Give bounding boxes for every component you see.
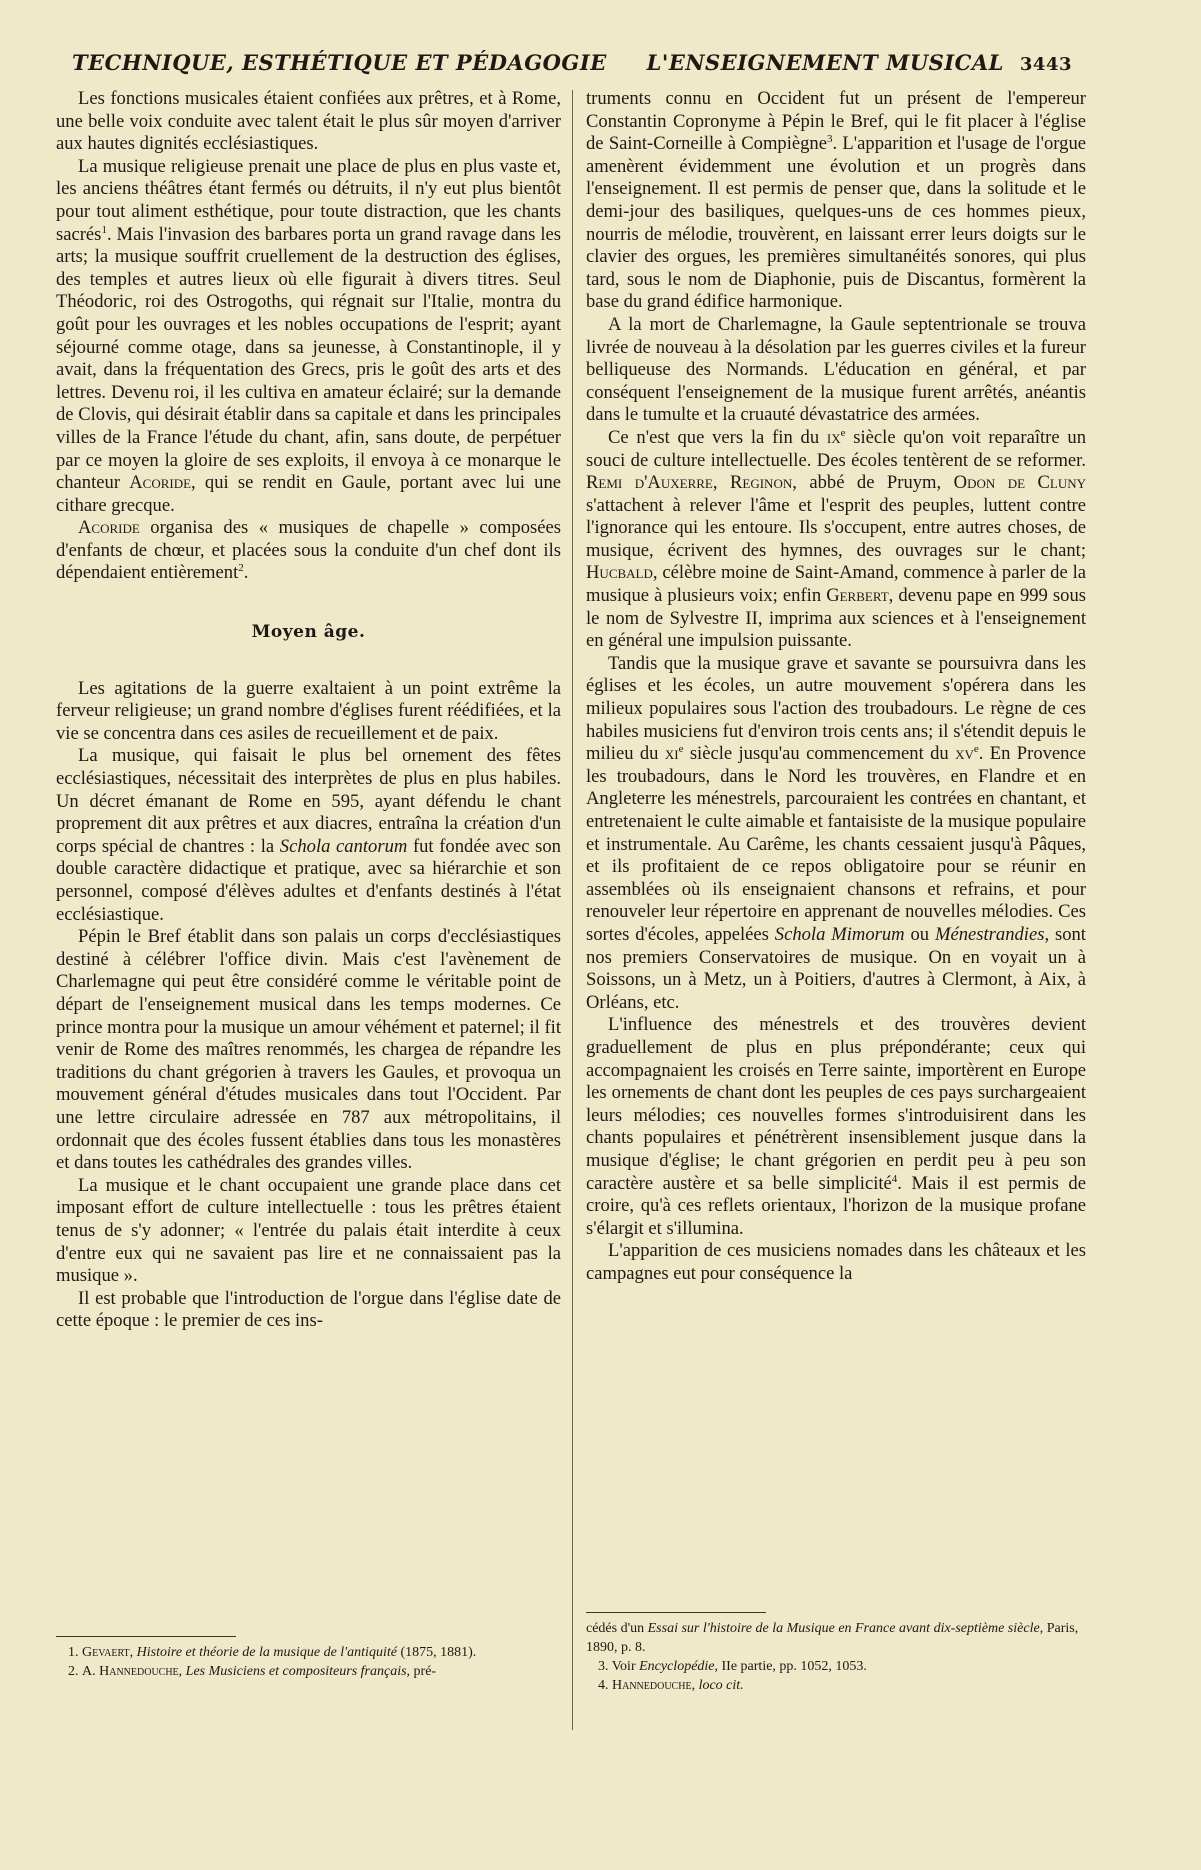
left-footnotes	[56, 1636, 561, 1681]
footnote-ref[interactable]: 2	[238, 562, 244, 575]
header-left-title: TECHNIQUE, ESTHÉTIQUE ET PÉDAGOGIE	[72, 50, 607, 75]
column-divider	[572, 90, 573, 1730]
paragraph: A la mort de Charlemagne, la Gaule septentrionale se trouva livrée de nouveau à la désolation par les guerres civiles et la fureur belliqueuse des Normands. L'éducation en général, et par conséquent l'enseignement de la musique furent arrêtés, anéantis dans le tumulte et la cruauté dévastatrice des armées.	[586, 313, 1086, 426]
person-name: Remi d'Auxerre	[586, 472, 713, 494]
footnote-ref[interactable]: 3	[827, 133, 833, 145]
right-footnotes	[586, 1612, 1086, 1695]
paragraph: La musique, qui faisait le plus bel ornement des fêtes ecclésiastiques, nécessitait des interprètes de plus en plus habiles. Un décret émanant de Rome en 595, ayant défendu le chant proprement dit aux prêtres et aux diacres, entraîna la création d'un corps spécial de chantres : la Schola cantorum fut fondée avec son double caractère didactique et pratique, avec sa hiérarchie et son personnel, composé d'élèves adultes et d'enfants destinés à l'état ecclésiastique.	[56, 745, 561, 925]
footnote-rule	[586, 1612, 766, 1613]
paragraph: L'influence des ménestrels et des trouvères devient graduellement de plus en plus prépondérante; ceux qui accompagnaient les croisés en Terre sainte, importèrent en Europe les ornements de chant dont les peuples de ces pays surchargeaient leurs mélodies; ces nouvelles formes s'introduisirent dans les chants populaires et pénétrèrent insensiblement jusque dans la musique d'église; le chant grégorien en perdit peu à peu son caractère austère et sa belle simplicité$^4$. Mais il est permis de croire, qu'à ces reflets orientaux, l'horizon de la musique profane s'élargit et s'illumina.	[586, 1014, 1086, 1239]
paragraph: Tandis que la musique grave et savante se poursuivra dans les églises et les écoles, un autre mouvement s'opérera dans les milieux populaires sous l'action des troubadours. Le règne de ces habiles musiciens fut d'environ trois cents ans; il s'étendit depuis le milieu du $xi^e$ siècle jusqu'au commencement du $xv^e$. En Provence les troubadours, dans le Nord les trouvères, en Flandre et en Angleterre les ménestrels, parcouraient les contrées en chantant, et entretenaient le culte aimable et fantaisiste de la musique populaire et instrumentale. Au Carême, les chants cessaient jusqu'à Pâques, et ils profitaient de ce repos obligatoire pour se réunir en assemblées où ils enseignaient chansons et refrains, et pour renouveler leur répertoire en apprenant de nouvelles mélodies. Ces sortes d'écoles, appelées Schola Mimorum ou Ménestrandies, sont nos premiers Conservatoires de musique. On en voyait un à Soissons, un à Metz, un à Poitiers, d'autres à Clermont, à Aix, à Orléans, etc.	[586, 652, 1086, 1013]
paragraph: truments connu en Occident fut un présent de l'empereur Constantin Copronyme à Pépin le Bref, qui le fit placer à l'église de Saint-Corneille à Compiègne$^3$. L'apparition et l'usage de l'orgue amenèrent évidemment une évolution et un progrès dans l'enseignement. Il est permis de penser que, dans la solitude et le demi-jour des basiliques, quelques-uns de ces hommes pieux, nourris de mélodie, trouvèrent, en laissant errer leurs doigts sur le clavier des orgues, les premières simultanéités sonores, qui plus tard, sous le nom de Diaphonie, puis de Discantus, formèrent la base du grand édifice harmonique.	[586, 88, 1087, 313]
person-name: Acoride	[129, 472, 192, 494]
person-name: Acoride	[78, 517, 140, 539]
footnote-rule	[56, 1636, 236, 1637]
footnote-3: 3. Voir Encyclopédie, IIe partie, pp. 1052, 1053.	[598, 1659, 867, 1674]
header-right	[647, 50, 1072, 75]
footnote-4: 4. Hannedouche, loco cit.	[598, 1678, 744, 1693]
footnote-ref[interactable]: 1	[101, 223, 107, 236]
right-column	[586, 88, 1086, 1285]
paragraph: La musique religieuse prenait une place de plus en plus vaste et, les anciens théâtres étant fermés ou détruits, il n'y eut plus bientôt pour tout aliment esthétique, pour toute distraction, que les chants sacrés$^1$. Mais l'invasion des barbares porta un grand ravage dans les arts; la musique souffrit cruellement de la destruction des églises, des temples et autres lieux où elle figurait à divers titres. Seul Théodoric, roi des Ostrogoths, qui régnait sur l'Italie, montra du goût pour les ouvrages et les nobles occupations de l'esprit; ayant séjourné comme otage, dans sa jeunesse, à Constantinople, il y avait, dans la fréquentation des Grecs, pris le goût des arts et des lettres. Devenu roi, il les cultiva en amateur éclairé; sur la demande de Clovis, qui désirait établir dans sa capitale et dans les principales villes de la France l'étude du chant, afin, sans doute, de perpétuer par ce moyen la gloire de ses exploits, il envoya à ce monarque le chanteur Acoride, qui se rendit en Gaule, portant avec lui une cithare grecque.	[56, 155, 561, 516]
section-heading: Moyen âge.	[251, 622, 366, 643]
paragraph: Acoride organisa des « musiques de chapelle » composées d'enfants de chœur, et placées sous la conduite d'un chef dont ils dépendaient entièrement$^2$.	[56, 517, 561, 584]
paragraph: Ce n'est que vers la fin du $ix^e$ siècle qu'on voit reparaître un souci de culture intellectuelle. Des écoles tentèrent de se reformer. Remi d'Auxerre, Reginon, abbé de Pruym, Odon de Cluny s'attachent à relever l'âme et l'esprit des peuples, luttent contre l'ignorance qui les entoure. Ils s'occupent, entre autres choses, de musique, écrivent des hymnes, des ouvrages sur le chant; Hucbald, célèbre moine de Saint-Amand, commence à parler de la musique à plusieurs voix; enfin Gerbert, devenu pape en 999 sous le nom de Sylvestre II, imprima aux sciences et à l'enseignement en général une impulsion puissante.	[586, 426, 1087, 652]
person-name: Gerbert	[826, 585, 889, 607]
footnote-2-continued: cédés d'un Essai sur l'histoire de la Musique en France avant dix-septième siècle, Paris, 1890, p. 8.	[586, 1621, 1079, 1655]
footnote-ref[interactable]: 4	[891, 1172, 898, 1185]
paragraph: Pépin le Bref établit dans son palais un corps d'ecclésiastiques destiné à célébrer l'office divin. Mais c'est l'avènement de Charlemagne qui peut être considéré comme le véritable point de départ de l'enseignement musical dans les temps modernes. Ce prince montra pour la musique un amour véhément et paternel; il fit venir de Rome des maîtres renommés, les chargea de répandre les traditions du chant grégorien à travers les Gaules, et provoqua un mouvement général d'études musicales dans tout l'Occident. Par une lettre circulaire adressée en 787 aux métropolitains, il ordonnait que des écoles fussent établies dans tous les monastères et dans toutes les cathédrales des grandes villes.	[56, 926, 561, 1174]
paragraph: Les agitations de la guerre exaltaient à un point extrême la ferveur religieuse; un grand nombre d'églises furent réédifiées, et la vie se concentra dans ces asiles de recueillement et de paix.	[56, 677, 561, 744]
footnote-1: 1. Gevaert, Histoire et théorie de la musique de l'antiquité (1875, 1881).	[68, 1645, 477, 1660]
footnote-2: 2. A. Hannedouche, Les Musiciens et compositeurs français, pré-	[68, 1664, 437, 1679]
header-right-title: L'ENSEIGNEMENT MUSICAL	[646, 50, 1004, 75]
paragraph: L'apparition de ces musiciens nomades dans les châteaux et les campagnes eut pour conséquence la	[586, 1240, 1086, 1284]
person-name: Odon de Cluny	[953, 472, 1087, 494]
paragraph: La musique et le chant occupaient une grande place dans cet imposant effort de culture intellectuelle : tous les prêtres étaient tenus de s'y adonner; « l'entrée du palais était interdite à ceux d'entre eux qui ne savaient pas lire et ne connaissaient pas la musique ».	[56, 1174, 561, 1287]
person-name: Reginon	[730, 472, 793, 494]
paragraph: Il est probable que l'introduction de l'orgue dans l'église date de cette époque : le premier de ces ins-	[56, 1287, 561, 1332]
person-name: Hucbald	[586, 562, 653, 584]
left-column	[56, 88, 561, 1333]
running-header	[72, 50, 1072, 80]
paragraph: Les fonctions musicales étaient confiées aux prêtres, et à Rome, une belle voix conduite avec talent était le plus sûr moyen d'arriver aux hautes dignités ecclésiastiques.	[56, 88, 561, 155]
page-number: 3443	[1019, 54, 1072, 75]
